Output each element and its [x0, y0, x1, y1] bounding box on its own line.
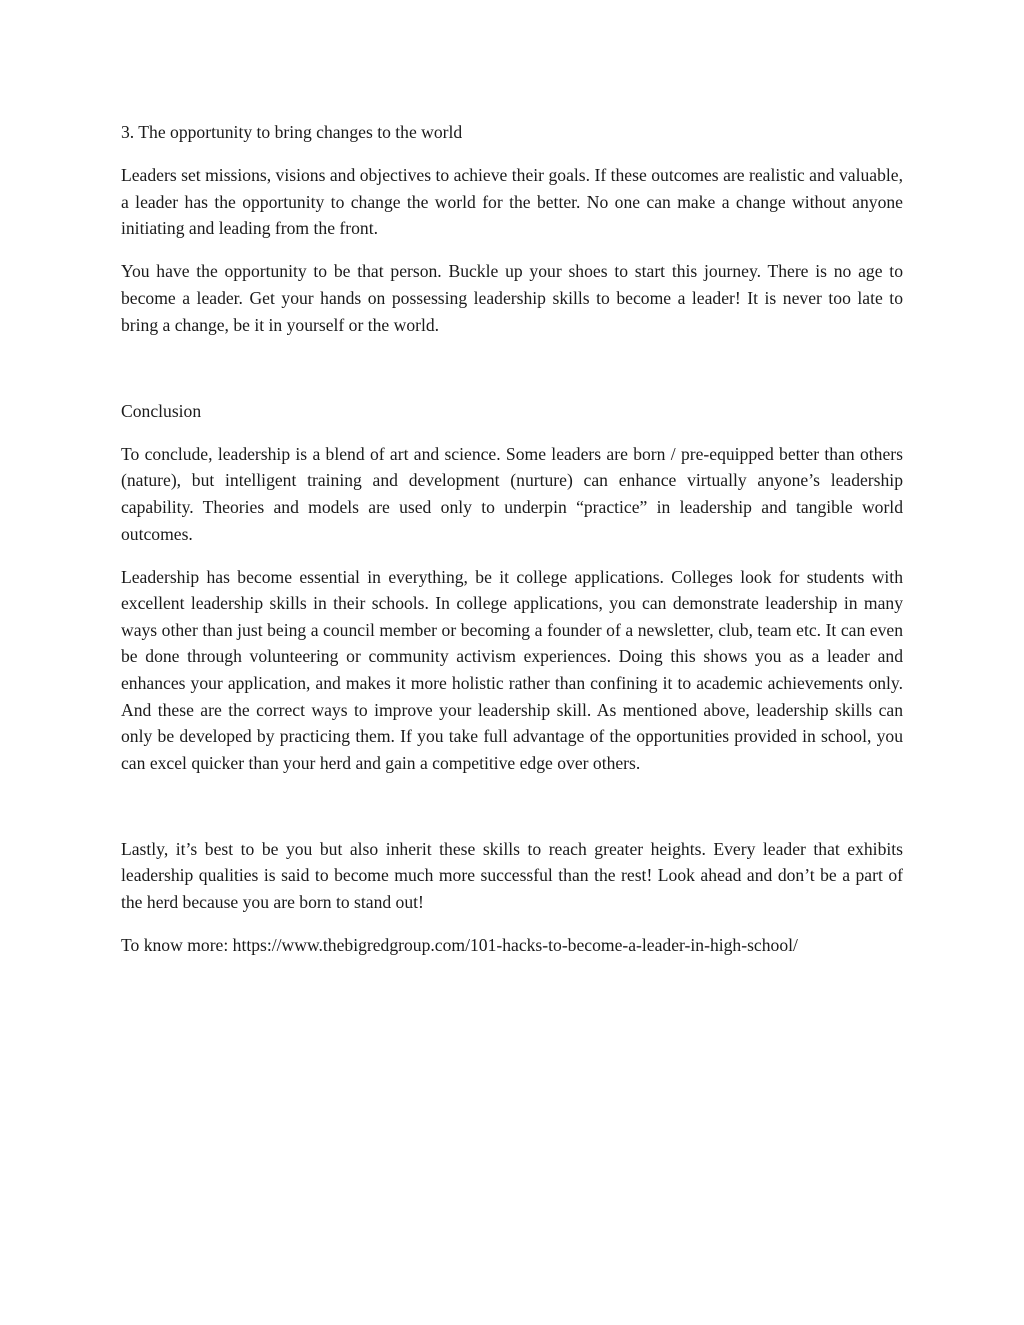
section-heading: 3. The opportunity to bring changes to the world: [121, 122, 463, 142]
conclusion-paragraph: Leadership has become essential in everything, be it college applications. Colleges look for students with excellent leadership skills in their schools. In college applications, you can demonstrate leadership in many ways other than just being a council member or becoming a founder of a newsletter, club, team etc. It can even be done through volunteering or community activism experiences. Doing this shows you as a leader and enhances your application, and makes it more holistic rather than confining it to academic achievements only. And these are the correct ways to improve your leadership skill. As mentioned above, leadership skills can only be developed by practicing them. If you take full advantage of the opportunities provided in school, you can excel quicker than your herd and gain a competitive edge over others.: [121, 566, 903, 773]
section-paragraph: Leaders set missions, visions and objectives to achieve their goals. If these outcomes are realistic and valuable, a leader has the opportunity to change the world for the better. No one can make a change without anyone initiating and leading from the front.: [121, 165, 903, 239]
document-body: [121, 119, 903, 975]
more-info-url: https://www.thebigredgroup.com/101-hacks-to-become-a-leader-in-high-school/: [232, 935, 798, 956]
conclusion-heading: Conclusion: [121, 400, 202, 421]
more-info-label: To know more:: [121, 935, 233, 956]
closing-paragraph: Lastly, it’s best to be you but also inherit these skills to reach greater heights. Every leader that exhibits leadership qualities is said to become much more successful than the rest! Look ahead and don’t be a part of the herd because you are born to stand out!: [121, 838, 903, 913]
blank-line: [121, 355, 903, 398]
conclusion-paragraph: To conclude, leadership is a blend of art and science. Some leaders are born / pre-equipped better than others (nature), but intelligent training and development (nurture) can enhance virtually anyone’s leadership capability. Theories and models are used only to underpin “practice” in leadership and tangible world outcomes.: [121, 443, 903, 544]
section-paragraph: You have the opportunity to be that person. Buckle up your shoes to start this journey. There is no age to become a leader. Get your hands on possessing leadership skills to become a leader! It is never too late to bring a change, be it in yourself or the world.: [121, 261, 903, 335]
blank-line: [121, 793, 903, 836]
more-info-line: [121, 932, 903, 959]
